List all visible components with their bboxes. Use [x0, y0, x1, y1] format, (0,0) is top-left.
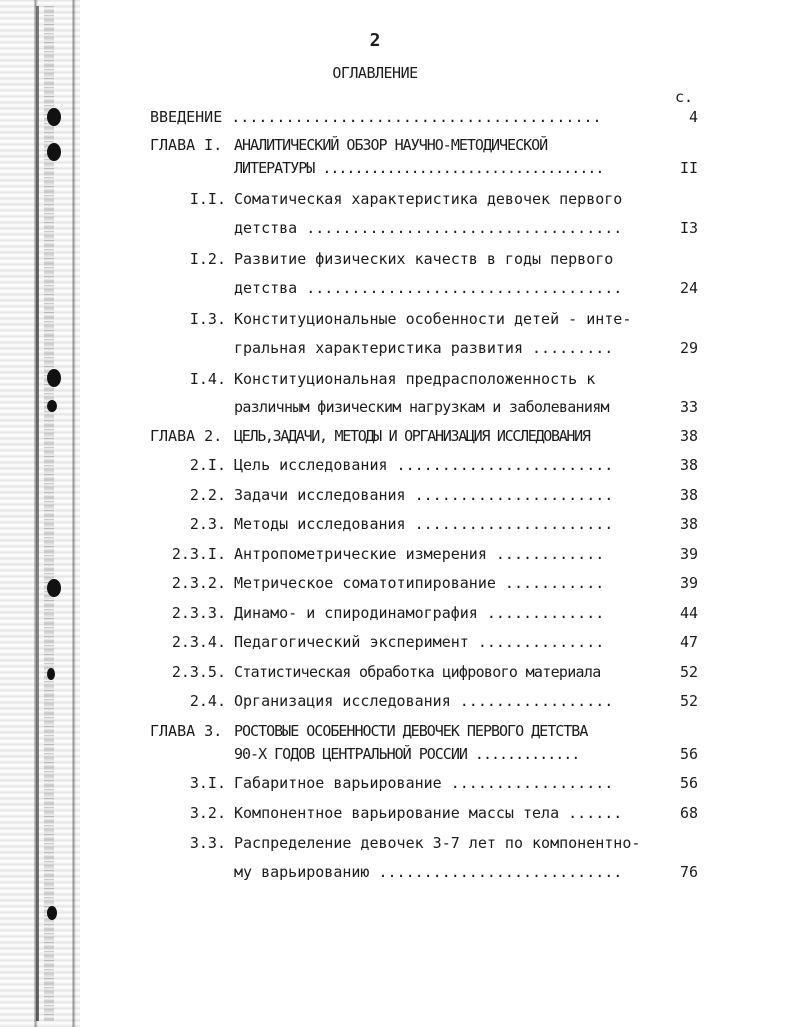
toc-entry[interactable]	[0, 188, 796, 210]
toc-entry-cont	[0, 337, 796, 359]
toc-entry[interactable]	[0, 602, 796, 624]
entry-number: 2.3.5.	[171, 663, 226, 681]
entry-text: Габаритное варьирование ..................	[234, 774, 614, 792]
entry-text: ЦЕЛЬ,ЗАДАЧИ, МЕТОДЫ И ОРГАНИЗАЦИЯ ИССЛЕДОВАНИЯ	[234, 427, 590, 445]
entry-text-cont: 90-Х ГОДОВ ЦЕНТРАЛЬНОЙ РОССИИ .............	[234, 745, 580, 763]
entry-page: 38	[679, 456, 698, 474]
entry-text-cont: ЛИТЕРАТУРЫ ...................................	[234, 159, 604, 177]
entry-number: 2.3.	[189, 515, 226, 533]
toc-entry-cont	[0, 743, 796, 765]
entry-number: 3.I.	[189, 774, 226, 792]
chapter-label: ГЛАВА 3.	[150, 722, 223, 740]
entry-page: 52	[679, 692, 698, 710]
entry-text: Антропометрические измерения ............	[234, 545, 605, 563]
entry-text-cont: гральная характеристика развития .........	[234, 339, 614, 357]
entry-page: 4	[688, 108, 698, 126]
entry-page: 47	[679, 633, 698, 651]
entry-text-cont: му варьированию ...........................	[234, 863, 623, 881]
entry-text: Компонентное варьирование массы тела ......	[234, 804, 623, 822]
entry-text: Развитие физических качеств в годы первого	[234, 250, 614, 268]
entry-text: Соматическая характеристика девочек первого	[234, 190, 623, 208]
toc-entry[interactable]	[0, 543, 796, 565]
entry-text: Педагогический эксперимент ..............	[234, 633, 605, 651]
entry-text: Конституциональная предрасположенность к	[234, 370, 596, 388]
entry-text: ВВЕДЕНИЕ .........................................	[150, 108, 602, 126]
entry-page: II	[679, 159, 698, 177]
binding-hole	[47, 906, 57, 920]
entry-number: 2.4.	[189, 692, 226, 710]
page-column-header: с.	[675, 88, 694, 106]
entry-page: 68	[679, 804, 698, 822]
toc-entry[interactable]	[0, 484, 796, 506]
entry-page: 52	[679, 663, 698, 681]
entry-number: 3.3.	[189, 834, 226, 852]
entry-text: АНАЛИТИЧЕСКИЙ ОБЗОР НАУЧНО-МЕТОДИЧЕСКОЙ	[234, 136, 548, 154]
toc-entry[interactable]	[0, 772, 796, 794]
page-number: 2	[369, 30, 381, 51]
entry-page: 29	[679, 339, 698, 357]
entry-page: I3	[679, 219, 698, 237]
entry-number: 2.3.4.	[171, 633, 226, 651]
toc-entry-cont	[0, 277, 796, 299]
toc-entry[interactable]	[0, 454, 796, 476]
toc-entry[interactable]	[0, 106, 796, 128]
entry-page: 44	[679, 604, 698, 622]
entry-page: 38	[679, 427, 698, 445]
entry-page: 56	[679, 774, 698, 792]
entry-text-cont: различным физическим нагрузкам и заболеваниям	[234, 398, 609, 416]
entry-text: Конституциональные особенности детей - инте-	[234, 310, 632, 328]
entry-text-cont: детства ...................................	[234, 219, 623, 237]
entry-number: I.2.	[189, 250, 226, 268]
toc-entry[interactable]	[0, 832, 796, 854]
entry-page: 39	[679, 574, 698, 592]
entry-number: I.I.	[189, 190, 226, 208]
entry-page: 38	[679, 486, 698, 504]
toc-entry-cont	[0, 861, 796, 883]
toc-title: ОГЛАВЛЕНИЕ	[332, 64, 418, 82]
entry-number: 2.I.	[189, 456, 226, 474]
entry-page: 56	[679, 745, 698, 763]
entry-page: 38	[679, 515, 698, 533]
entry-number: 2.3.I.	[171, 545, 226, 563]
entry-number: 2.2.	[189, 486, 226, 504]
entry-text: Задачи исследования ......................	[234, 486, 614, 504]
entry-number: 2.3.3.	[171, 604, 226, 622]
entry-text: Статистическая обработка цифрового материала	[234, 663, 601, 681]
entry-text-cont: детства ...................................	[234, 279, 623, 297]
toc-entry[interactable]	[0, 513, 796, 535]
entry-page: 76	[679, 863, 698, 881]
entry-number: I.4.	[189, 370, 226, 388]
entry-text: РОСТОВЫЕ ОСОБЕННОСТИ ДЕВОЧЕК ПЕРВОГО ДЕТСТВА	[234, 722, 588, 740]
entry-text: Цель исследования ........................	[234, 456, 614, 474]
entry-number: I.3.	[189, 310, 226, 328]
toc-entry[interactable]	[0, 368, 796, 390]
toc-entry[interactable]	[0, 425, 796, 447]
entry-text: Организация исследования .................	[234, 692, 614, 710]
toc-entry-cont	[0, 217, 796, 239]
toc-entry[interactable]	[0, 572, 796, 594]
entry-page: 33	[679, 398, 698, 416]
chapter-label: ГЛАВА I.	[150, 136, 223, 154]
toc-entry[interactable]	[0, 720, 796, 742]
entry-text: Динамо- и спиродинамография .............	[234, 604, 605, 622]
entry-page: 39	[679, 545, 698, 563]
entry-text: Метрическое соматотипирование ...........	[234, 574, 605, 592]
entry-number: 3.2.	[189, 804, 226, 822]
entry-page: 24	[679, 279, 698, 297]
entry-number: 2.3.2.	[171, 574, 226, 592]
toc-entry[interactable]	[0, 308, 796, 330]
chapter-label: ГЛАВА 2.	[150, 427, 223, 445]
toc-entry[interactable]	[0, 134, 796, 156]
toc-entry[interactable]	[0, 661, 796, 683]
toc-entry[interactable]	[0, 802, 796, 824]
entry-text: Методы исследования ......................	[234, 515, 614, 533]
toc-entry-cont	[0, 157, 796, 179]
toc-entry[interactable]	[0, 631, 796, 653]
toc-entry[interactable]	[0, 690, 796, 712]
toc-entry[interactable]	[0, 248, 796, 270]
toc-entry-cont	[0, 396, 796, 418]
entry-text: Распределение девочек 3-7 лет по компонентно-	[234, 834, 641, 852]
